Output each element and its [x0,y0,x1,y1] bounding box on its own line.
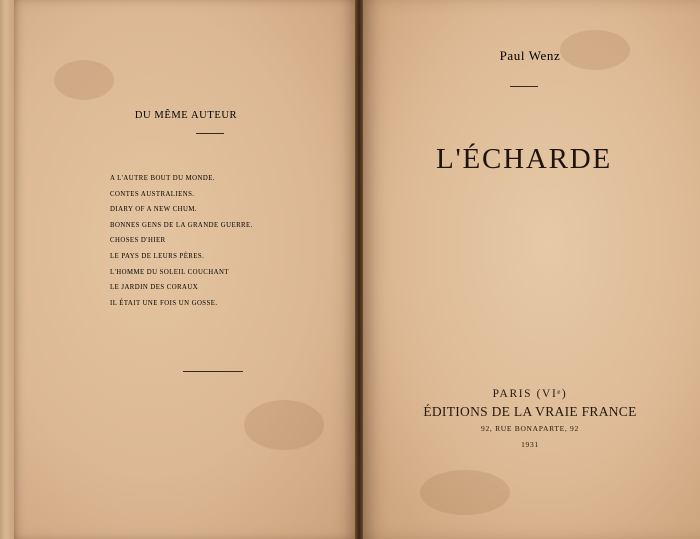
author-name: Paul Wenz [499,48,561,63]
imprint-publisher: ÉDITIONS DE LA VRAIE FRANCE [423,404,637,419]
list-item: DIARY OF A NEW CHUM. [110,206,197,214]
list-item: A L'AUTRE BOUT DU MONDE. [110,175,215,182]
imprint-year: 1931 [521,440,539,449]
right-page [360,0,700,539]
list-item: IL ÉTAIT UNE FOIS UN GOSSE. [110,299,218,307]
list-item: L'HOMME DU SOLEIL COUCHANT [110,268,229,276]
list-item: LE PAYS DE LEURS PÈRES. [110,252,205,260]
book-title: L'ÉCHARDE [435,143,613,175]
list-item: CONTES AUSTRALIENS. [110,190,195,198]
list-item: BONNES GENS DE LA GRANDE GUERRE. [110,221,253,229]
list-item: CHOSES D'HIER [110,237,166,245]
paper-stain [420,470,510,515]
paper-stain [54,60,114,100]
book-gutter [355,0,363,539]
works-list [110,171,310,311]
imprint [360,386,700,453]
imprint-city: PARIS (VIᵉ) [492,388,568,400]
left-page-edge [0,0,14,539]
heading-rule [196,133,224,134]
author-rule [510,86,538,87]
left-page-heading: DU MÊME AUTEUR [134,110,238,121]
list-item: LE JARDIN DES CORAUX [110,284,199,292]
list-end-rule [183,371,243,372]
imprint-address: 92, RUE BONAPARTE, 92 [481,424,579,433]
paper-stain [244,400,324,450]
